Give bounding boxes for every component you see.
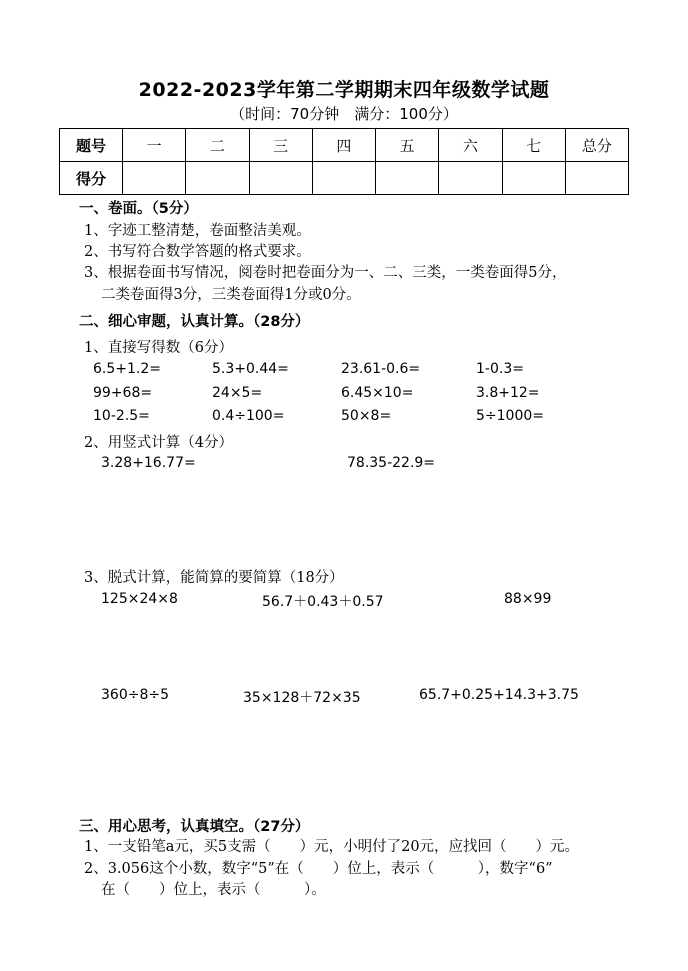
exam-title: 2022-2023学年第二学期期末四年级数学试题 — [138, 79, 550, 101]
score-table — [59, 128, 629, 195]
fill-blank-1: 1、一支铅笔a元，买5支需（ ）元，小明付了20元，应找回（ ）元。 — [84, 839, 580, 855]
section-1-item-3: 3、根据卷面书写情况，阅卷时把卷面分为一、二、三类，一类卷面得5分， — [84, 265, 567, 281]
part-3-title: 3、脱式计算，能简算的要简算（18分） — [84, 570, 344, 586]
score-table-header-row — [60, 129, 629, 162]
section-3-title: 三、用心思考，认真填空。（27分） — [79, 819, 310, 835]
total-score-label: 总分 — [565, 129, 628, 162]
direct-calc-1: 6.5+1.2= — [93, 361, 161, 377]
direct-calc-7: 6.45×10= — [341, 385, 414, 401]
section-1-item-3-continued: 二类卷面得3分，三类卷面得1分或0分。 — [101, 287, 361, 303]
exam-time-and-score: （时间：70分钟 满分：100分） — [230, 105, 458, 123]
part-2-title: 2、用竖式计算（4分） — [84, 435, 233, 451]
direct-calc-2: 5.3+0.44= — [212, 361, 289, 377]
question-col-7: 七 — [502, 129, 565, 162]
section-2-title: 二、细心审题，认真计算。（28分） — [79, 314, 310, 330]
question-col-1: 一 — [123, 129, 186, 162]
score-cell-5[interactable] — [376, 162, 439, 195]
step-calc-1: 125×24×8 — [101, 591, 178, 607]
score-row-label: 得分 — [60, 162, 123, 195]
score-cell-1[interactable] — [123, 162, 186, 195]
score-cell-4[interactable] — [312, 162, 375, 195]
part-1-title: 1、直接写得数（6分） — [84, 340, 233, 356]
question-col-3: 三 — [249, 129, 312, 162]
direct-calc-6: 24×5= — [212, 385, 263, 401]
score-cell-6[interactable] — [439, 162, 502, 195]
section-1-title: 一、卷面。（5分） — [79, 201, 198, 217]
step-calc-4: 360÷8÷5 — [101, 687, 169, 703]
vertical-calc-1: 3.28+16.77= — [101, 455, 196, 471]
score-cell-2[interactable] — [186, 162, 249, 195]
direct-calc-5: 99+68= — [93, 385, 153, 401]
fill-blank-2-continued: 在（ ）位上，表示（ ）。 — [101, 882, 326, 898]
step-calc-6: 65.7+0.25+14.3+3.75 — [419, 687, 579, 703]
step-calc-3: 88×99 — [504, 591, 552, 607]
score-table-score-row — [60, 162, 629, 195]
direct-calc-10: 0.4÷100= — [212, 408, 285, 424]
vertical-calc-2: 78.35-22.9= — [347, 455, 436, 471]
direct-calc-3: 23.61-0.6= — [341, 361, 421, 377]
score-cell-3[interactable] — [249, 162, 312, 195]
direct-calc-9: 10-2.5= — [93, 408, 150, 424]
section-1-item-1: 1、字迹工整清楚，卷面整洁美观。 — [84, 223, 311, 239]
direct-calc-11: 50×8= — [341, 408, 392, 424]
question-col-5: 五 — [376, 129, 439, 162]
step-calc-5: 35×128＋72×35 — [243, 690, 361, 706]
score-cell-total[interactable] — [565, 162, 628, 195]
direct-calc-8: 3.8+12= — [476, 385, 540, 401]
direct-calc-12: 5÷1000= — [476, 408, 544, 424]
question-col-4: 四 — [312, 129, 375, 162]
question-col-2: 二 — [186, 129, 249, 162]
question-number-label: 题号 — [60, 129, 123, 162]
step-calc-2: 56.7＋0.43＋0.57 — [262, 594, 384, 610]
question-col-6: 六 — [439, 129, 502, 162]
fill-blank-2: 2、3.056这个小数，数字“5”在（ ）位上，表示（ ），数字“6” — [84, 861, 553, 877]
score-cell-7[interactable] — [502, 162, 565, 195]
direct-calc-4: 1-0.3= — [476, 361, 524, 377]
section-1-item-2: 2、书写符合数学答题的格式要求。 — [84, 244, 311, 260]
